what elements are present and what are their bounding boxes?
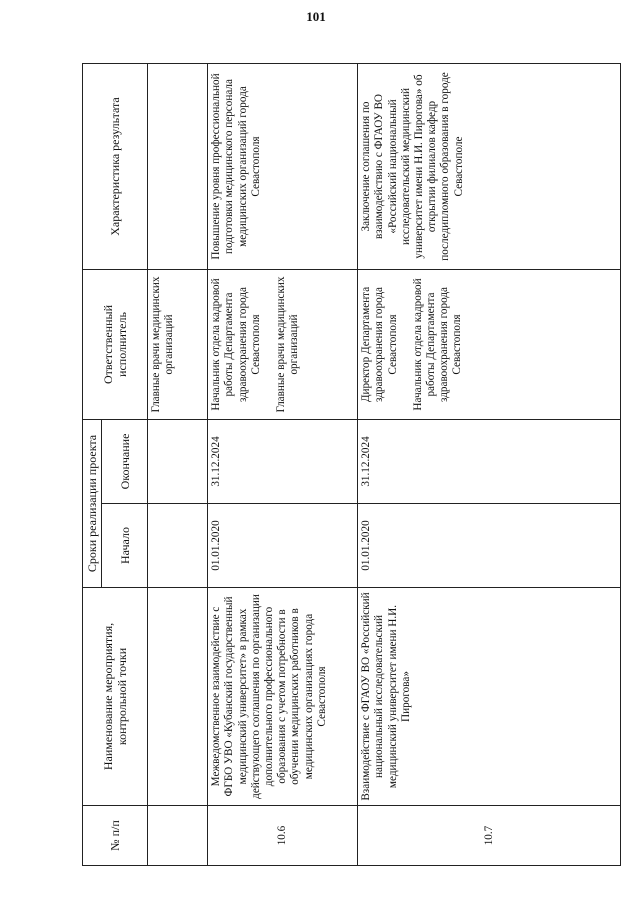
table-row (148, 64, 208, 866)
responsible-secondary: Начальник отдела кадровой работы Департамента здравоохранения города Севастополя (411, 278, 464, 411)
row-name: Межведомственное взаимодействие с ФГБО УВО «Кубанский государственный медицинский университет» в рамках действующего соглашения по организации дополнительного профессионального образования с учетом потребности в обучении медицинских работников в медицинских организациях города Севастополя (208, 588, 358, 806)
row-name (148, 588, 208, 806)
header-responsible: Ответственный исполнитель (83, 270, 148, 420)
responsible-primary: Начальник отдела кадровой работы Департамента здравоохранения города Севастополя (210, 278, 262, 411)
header-terms: Сроки реализации проекта (83, 420, 102, 588)
row-end: 31.12.2024 (358, 420, 621, 504)
header-end: Окончание (102, 420, 148, 504)
row-num (148, 806, 208, 866)
row-responsible (148, 270, 208, 420)
row-start: 01.01.2020 (208, 504, 358, 588)
header-start: Начало (102, 504, 148, 588)
table-row (208, 64, 358, 866)
table-header-row (83, 64, 102, 866)
responsible-primary: Директор Департамента здравоохранения города Севастополя (360, 286, 399, 403)
table-row (358, 64, 621, 866)
activities-table (82, 63, 621, 866)
responsible-primary: Главные врачи медицинских организаций (150, 276, 176, 413)
row-responsible (208, 270, 358, 420)
rotated-table-container (82, 64, 617, 866)
row-result: Заключение соглашения по взаимодействию с ФГАОУ ВО «Российский национальный исследовательский медицинский университет имени Н.И. Пирогова» об открытии филиалов кафедр последипломного образования в городе Севастополе (358, 64, 621, 270)
row-result: Повышение уровня профессиональной подготовки медицинского персонала медицинских организаций города Севастополя (208, 64, 358, 270)
header-result: Характеристика результата (83, 64, 148, 270)
row-end: 31.12.2024 (208, 420, 358, 504)
row-name: Взаимодействие с ФГАОУ ВО «Российский национальный исследовательский медицинский университет имени Н.И. Пирогова» (358, 588, 621, 806)
row-result (148, 64, 208, 270)
row-start: 01.01.2020 (358, 504, 621, 588)
header-name: Наименование мероприятия, контрольной точки (83, 588, 148, 806)
row-responsible (358, 270, 621, 420)
row-num: 10.6 (208, 806, 358, 866)
row-num: 10.7 (358, 806, 621, 866)
row-end (148, 420, 208, 504)
row-start (148, 504, 208, 588)
header-num: № п/п (83, 806, 148, 866)
page-number: 101 (306, 9, 326, 24)
responsible-secondary: Главные врачи медицинских организаций (275, 276, 301, 413)
